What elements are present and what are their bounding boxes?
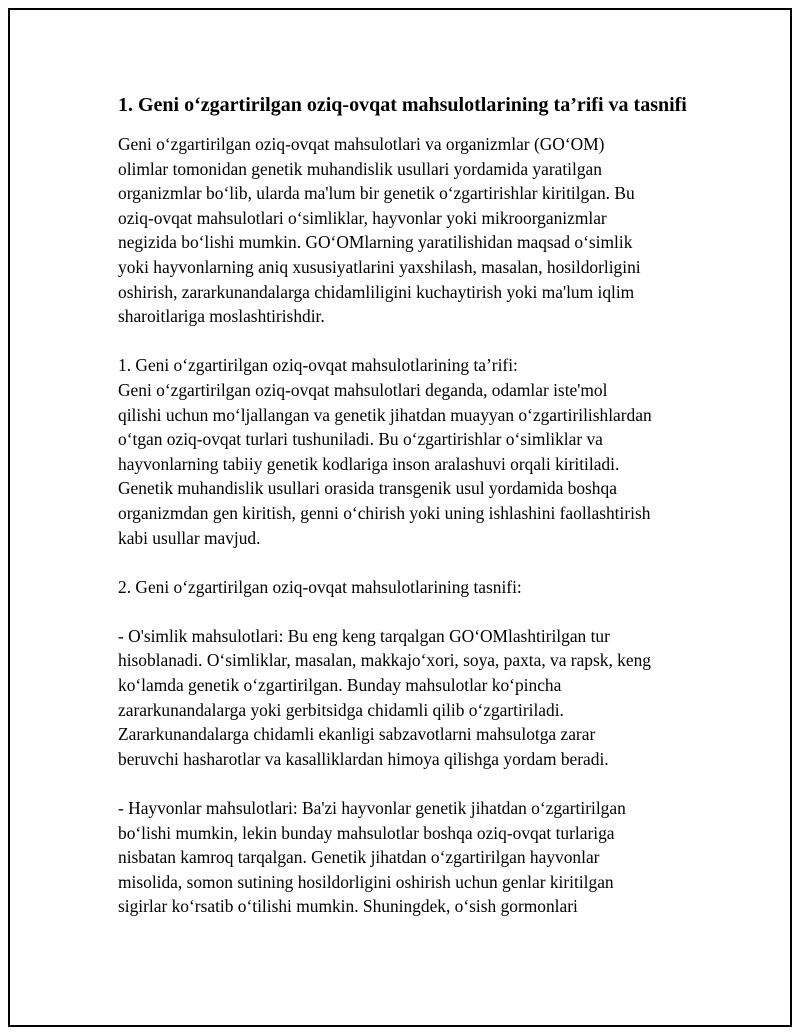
intro-paragraph: Geni o‘zgartirilgan oziq-ovqat mahsulotlari va organizmlar (GO‘OM) olimlar tomonidan genetik muhandislik usullari yordamida yaratilgan organizmlar bo‘lib, ularda ma'lum bir genetik o‘zgartirishlar kiritilgan. Bu oziq-ovqat mahsulotlari o‘simliklar, hayvonlar yoki mikroorganizmlar negizida bo‘lishi mumkin. GO‘OMlarning yaratilishidan maqsad o‘simlik yoki hayvonlarning aniq xususiyatlarini yaxshilash, masalan, hosildorligini oshirish, zararkunandalarga chidamliligini kuchaytirish yoki ma'lum iqlim sharoitlariga moslashtirishdir.: [118, 134, 641, 327]
document-body: [118, 92, 693, 919]
section-heading: 1. Geni o‘zgartirilgan oziq-ovqat mahsulotlarining ta’rifi va tasnifi: [118, 94, 687, 116]
animal-products-paragraph: - Hayvonlar mahsulotlari: Ba'zi hayvonlar genetik jihatdan o‘zgartirilgan bo‘lishi mumkin, lekin bunday mahsulotlar boshqa oziq-ovqat turlariga nisbatan kamroq tarqalgan. Genetik jihatdan o‘zgartirilgan hayvonlar misolida, somon sutining hosildorligini oshirish uchun genlar kiritilgan sigirlar ko‘rsatib o‘tilishi mumkin. Shuningdek, o‘sish gormonlari: [118, 798, 626, 917]
plant-products-paragraph: - O'simlik mahsulotlari: Bu eng keng tarqalgan GO‘OMlashtirilgan tur hisoblanadi. O‘simliklar, masalan, makkajo‘xori, soya, paxta, va rapsk, keng ko‘lamda genetik o‘zgartirilgan. Bunday mahsulotlar ko‘pincha zararkunandalarga yoki gerbitsidga chidamli qilib o‘zgartiriladi. Zararkunandalarga chidamli ekanligi sabzavotlarni mahsulotga zarar beruvchi hasharotlar va kasalliklardan himoya qilishga yordam beradi.: [118, 625, 651, 769]
definition-paragraph: 1. Geni o‘zgartirilgan oziq-ovqat mahsulotlarining ta’rifi: Geni o‘zgartirilgan oziq-ovqat mahsulotlari deganda, odamlar iste'mol qilishi uchun mo‘ljallangan va genetik jihatdan muayyan o‘zgartirilishlardan o‘tgan oziq-ovqat turlari tushuniladi. Bu o‘zgartirishlar o‘simliklar va hayvonlarning tabiiy genetik kodlariga inson aralashuvi orqali kiritiladi. Genetik muhandislik usullari orasida transgenik usul yordamida boshqa organizmdan gen kiritish, genni o‘chirish yoki uning ishlashini faollashtirish kabi usullar mavjud.: [118, 355, 652, 548]
classification-heading: 2. Geni o‘zgartirilgan oziq-ovqat mahsulotlarining tasnifi:: [118, 576, 522, 597]
